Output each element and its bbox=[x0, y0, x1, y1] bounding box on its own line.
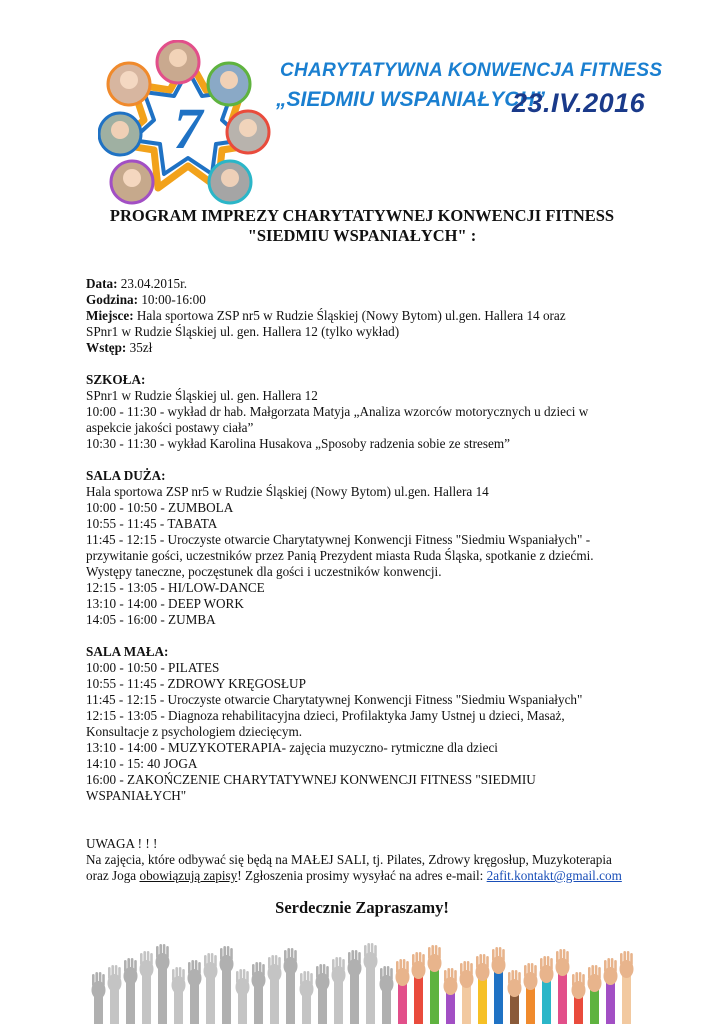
notice-line-1: Na zajęcia, które odbywać się będą na MAŁEJ SALI, tj. Pilates, Zdrowy kręgosłup, Muzykoterapia bbox=[86, 852, 612, 867]
hand-icon bbox=[508, 970, 522, 1024]
place-label: Miejsce: bbox=[86, 308, 134, 323]
hand-icon bbox=[380, 966, 394, 1024]
date-value: 23.04.2015r. bbox=[117, 276, 188, 291]
sala-mala-heading: SALA MAŁA: bbox=[86, 644, 169, 659]
hand-icon bbox=[492, 947, 506, 1024]
child-photo-icon bbox=[208, 63, 250, 105]
hand-icon bbox=[92, 972, 106, 1024]
sala-duza-line: przywitanie gości, uczestników przez Panią Prezydent miasta Ruda Śląska, spotkanie z dziećmi. bbox=[86, 548, 594, 563]
hand-icon bbox=[124, 958, 138, 1024]
sala-duza-line: 10:00 - 10:50 - ZUMBOLA bbox=[86, 500, 234, 515]
title-line-1: PROGRAM IMPREZY CHARYTATYWNEJ KONWENCJI FITNESS bbox=[109, 206, 615, 225]
hand-icon bbox=[364, 943, 378, 1024]
event-logo bbox=[98, 40, 278, 208]
banner-line-1: CHARYTATYWNA KONWENCJA FITNESS bbox=[280, 60, 663, 81]
sala-mala-line: 12:15 - 13:05 - Diagnoza rehabilitacyjna dzieci, Profilaktyka Jamy Ustnej u dzieci, Masaż, bbox=[86, 708, 565, 723]
szkola-heading: SZKOŁA: bbox=[86, 372, 146, 387]
sala-duza-line: 11:45 - 12:15 - Uroczyste otwarcie Charytatywnej Konwencji Fitness "Siedmiu Wspaniałych" - bbox=[86, 532, 591, 547]
entry-row bbox=[86, 340, 646, 356]
sala-duza-line: Występy taneczne, poczęstunek dla gości i uczestników konwencji. bbox=[86, 564, 442, 579]
hand-icon bbox=[460, 961, 474, 1024]
date-row bbox=[86, 276, 646, 292]
hand-icon bbox=[252, 962, 266, 1024]
hand-icon bbox=[220, 946, 234, 1024]
place-row-2: SPnr1 w Rudzie Śląskiej ul. gen. Hallera 12 (tylko wykład) bbox=[86, 324, 400, 339]
szkola-line: aspekcie jakości postawy ciała” bbox=[86, 420, 254, 435]
sala-mala-line: 14:10 - 15: 40 JOGA bbox=[86, 756, 198, 771]
date-label: Data: bbox=[86, 276, 118, 291]
hand-icon bbox=[332, 957, 346, 1024]
registration-required-text: obowiązują zapisy bbox=[139, 868, 238, 883]
hand-icon bbox=[604, 958, 618, 1024]
hand-icon bbox=[300, 971, 314, 1024]
sala-duza-line: 10:55 - 11:45 - TABATA bbox=[86, 516, 218, 531]
sala-duza-heading: SALA DUŻA: bbox=[86, 468, 166, 483]
sala-mala-line: 16:00 - ZAKOŃCZENIE CHARYTATYWNEJ KONWENCJI FITNESS "SIEDMIU bbox=[86, 772, 536, 787]
child-photo-icon bbox=[108, 63, 150, 105]
hand-icon bbox=[412, 952, 426, 1024]
notice-line-2 bbox=[86, 868, 646, 884]
notice-text: ! Zgłoszenia prosimy wysyłać na adres e-mail: bbox=[237, 868, 487, 883]
hand-icon bbox=[156, 944, 170, 1024]
banner-date: 23.IV.2016 bbox=[512, 88, 646, 118]
notice-heading: UWAGA ! ! ! bbox=[86, 836, 158, 851]
banner-line-2: „SIEDMIU WSPANIAŁYCH” bbox=[276, 88, 546, 111]
szkola-line: 10:00 - 11:30 - wykład dr hab. Małgorzata Matyja „Analiza wzorców motorycznych u dzieci w bbox=[86, 404, 589, 419]
child-photo-icon bbox=[99, 113, 141, 155]
page-title bbox=[0, 206, 724, 246]
hand-icon bbox=[396, 959, 410, 1024]
title-line-2: "SIEDMIU WSPANIAŁYCH" : bbox=[247, 226, 477, 245]
sala-duza-line: Hala sportowa ZSP nr5 w Rudzie Śląskiej (Nowy Bytom) ul.gen. Hallera 14 bbox=[86, 484, 489, 499]
hand-icon bbox=[348, 950, 362, 1024]
event-banner bbox=[276, 60, 716, 130]
hand-icon bbox=[572, 972, 586, 1024]
sala-duza-line: 13:10 - 14:00 - DEEP WORK bbox=[86, 596, 244, 611]
sala-mala-line: 11:45 - 12:15 - Uroczyste otwarcie Charytatywnej Konwencji Fitness "Siedmiu Wspaniałych" bbox=[86, 692, 583, 707]
raised-hands-illustration bbox=[86, 930, 638, 1024]
hand-icon bbox=[140, 951, 154, 1024]
hand-icon bbox=[204, 953, 218, 1024]
entry-value: 35zł bbox=[126, 340, 153, 355]
hand-icon bbox=[588, 965, 602, 1024]
time-label: Godzina: bbox=[86, 292, 139, 307]
hand-icon bbox=[236, 969, 250, 1024]
email-link[interactable]: 2afit.kontakt@gmail.com bbox=[486, 868, 622, 883]
time-value: 10:00-16:00 bbox=[138, 292, 206, 307]
hand-icon bbox=[540, 956, 554, 1024]
hand-icon bbox=[172, 967, 186, 1024]
child-photo-icon bbox=[209, 161, 251, 203]
time-row bbox=[86, 292, 646, 308]
hand-icon bbox=[620, 951, 634, 1024]
child-photo-icon bbox=[227, 111, 269, 153]
place-value: Hala sportowa ZSP nr5 w Rudzie Śląskiej (Nowy Bytom) ul.gen. Hallera 14 oraz bbox=[133, 308, 566, 323]
place-row bbox=[86, 308, 646, 324]
sala-mala-line: Konsultacje z psychologiem dziecięcym. bbox=[86, 724, 303, 739]
child-photo-icon bbox=[157, 41, 199, 83]
hand-icon bbox=[108, 965, 122, 1024]
hand-icon bbox=[556, 949, 570, 1024]
szkola-line: 10:30 - 11:30 - wykład Karolina Husakova „Sposoby radzenia sobie ze stresem” bbox=[86, 436, 510, 451]
sala-mala-line: 10:55 - 11:45 - ZDROWY KRĘGOSŁUP bbox=[86, 676, 306, 691]
program-content bbox=[86, 276, 646, 884]
hand-icon bbox=[316, 964, 330, 1024]
hand-icon bbox=[268, 955, 282, 1024]
szkola-line: SPnr1 w Rudzie Śląskiej ul. gen. Hallera 12 bbox=[86, 388, 318, 403]
hand-icon bbox=[444, 968, 458, 1024]
closing-text: Serdecznie Zapraszamy! bbox=[275, 898, 449, 917]
sala-duza-line: 12:15 - 13:05 - HI/LOW-DANCE bbox=[86, 580, 265, 595]
sala-duza-line: 14:05 - 16:00 - ZUMBA bbox=[86, 612, 216, 627]
entry-label: Wstęp: bbox=[86, 340, 127, 355]
hand-icon bbox=[428, 945, 442, 1024]
sala-mala-line: 10:00 - 10:50 - PILATES bbox=[86, 660, 220, 675]
sala-mala-line: 13:10 - 14:00 - MUZYKOTERAPIA- zajęcia muzyczno- rytmiczne dla dzieci bbox=[86, 740, 498, 755]
hand-icon bbox=[188, 960, 202, 1024]
logo-number: 7 bbox=[173, 96, 203, 161]
hand-icon bbox=[284, 948, 298, 1024]
sala-mala-line: WSPANIAŁYCH" bbox=[86, 788, 187, 803]
notice-text: oraz Joga bbox=[86, 868, 140, 883]
hand-icon bbox=[524, 963, 538, 1024]
child-photo-icon bbox=[111, 161, 153, 203]
hand-icon bbox=[476, 954, 490, 1024]
